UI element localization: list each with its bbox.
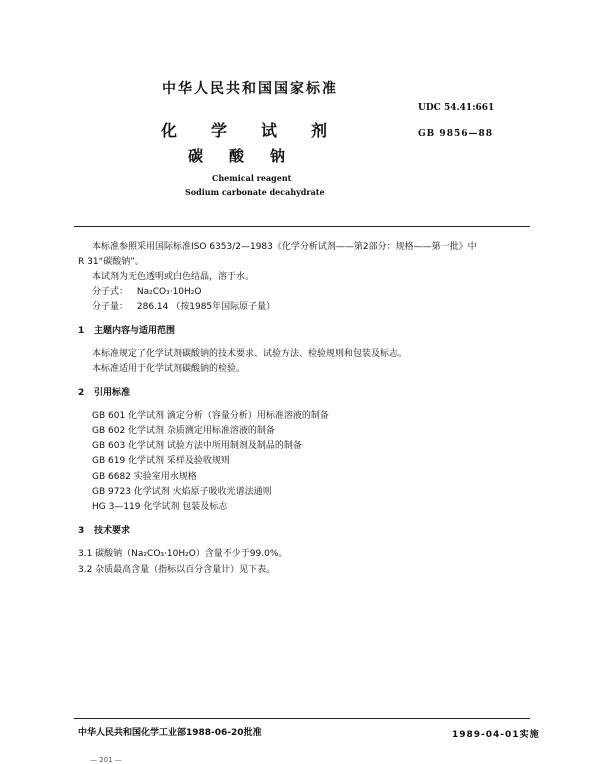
intro-para1-line2: R 31“碳酸钠”。 (78, 257, 144, 267)
section-1-heading (78, 323, 175, 336)
ref-item: GB 6682 实验室用水规格 (92, 472, 197, 482)
clause-3-1: 3.1 碳酸钠（Na₂CO₃·10H₂O）含量不少于99.0%。 (78, 549, 288, 559)
implementation-date: 1989-04-01实施 (452, 730, 540, 740)
page-number: — 201 — (90, 756, 122, 764)
section-1-para2: 本标准适用于化学试剂碳酸钠的检验。 (92, 364, 246, 374)
ref-item: GB 602 化学试剂 杂质测定用标准溶液的制备 (92, 426, 275, 436)
ref-item: GB 9723 化学试剂 火焰原子吸收光谱法通则 (92, 487, 272, 497)
english-title-line2: Sodium carbonate decahydrate (185, 187, 325, 197)
intro-para1-line1: 本标准参照采用国际标准ISO 6353/2—1983《化学分析试剂——第2部分：规格——第一批》中 (92, 242, 477, 252)
ref-item: GB 601 化学试剂 滴定分析（容量分析）用标准溶液的制备 (92, 411, 329, 421)
molar-mass-line (92, 299, 275, 312)
section-1-para1: 本标准规定了化学试剂碳酸钠的技术要求、试验方法、检验规则和包装及标志。 (92, 349, 408, 359)
intro-para2: 本试剂为无色透明或白色结晶，溶于水。 (92, 272, 255, 282)
ref-item: GB 603 化学试剂 试验方法中所用制剂及制品的制备 (92, 441, 302, 451)
section-number: 3 (78, 526, 85, 536)
org-title: 中华人民共和国国家标准 (162, 81, 338, 97)
approval-line: 中华人民共和国化学工业部1988-06-20批准 (78, 728, 262, 738)
section-3-heading (78, 523, 130, 536)
molar-mass-label: 分子量： (92, 302, 129, 312)
doc-title-line2: 碳酸钠 (188, 147, 312, 165)
formula-line (92, 284, 202, 297)
formula-value: Na₂CO₃·10H₂O (136, 287, 202, 297)
section-title: 技术要求 (94, 526, 131, 536)
gb-number: GB 9856—88 (418, 129, 493, 139)
section-2-heading (78, 385, 130, 398)
section-number: 2 (78, 388, 85, 398)
section-number: 1 (78, 326, 85, 336)
molar-mass-value: 286.14 （按1985年国际原子量） (136, 302, 276, 312)
top-divider (74, 226, 530, 227)
bottom-divider (74, 718, 530, 719)
ref-item: HG 3—119 化学试剂 包装及标志 (92, 502, 228, 512)
section-title: 引用标准 (94, 388, 131, 398)
clause-3-2: 3.2 杂质最高含量（指标以百分含量计）见下表。 (78, 565, 276, 575)
ref-item: GB 619 化学试剂 采样及验收规则 (92, 456, 230, 466)
formula-label: 分子式： (92, 287, 129, 297)
udc-code: UDC 54.41:661 (418, 103, 495, 113)
doc-title-line1: 化学试剂 (161, 121, 362, 140)
section-title: 主题内容与适用范围 (94, 326, 176, 336)
english-title-line1: Chemical reagent (212, 173, 292, 183)
